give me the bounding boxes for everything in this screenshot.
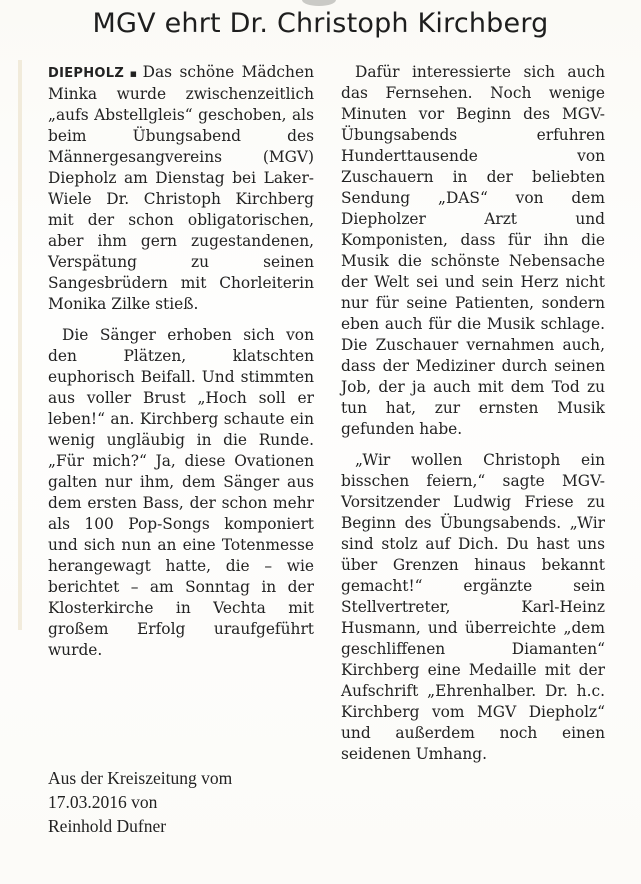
source-line: Aus der Kreiszeitung vom	[48, 768, 233, 788]
source-note	[48, 766, 318, 838]
dateline: DIEPHOLZ	[48, 66, 125, 81]
column-margin-shade	[18, 60, 22, 630]
article-column-left	[48, 62, 314, 661]
article-paragraph: „Wir wollen Christoph ein bisschen feiern,“ sagte MGV-Vorsitzender Ludwig Friese zu Beginn des Übungsabends. „Wir sind stolz auf Dich. Du hast uns über Grenzen hinaus bekannt gemacht!“ ergänzte sein Stellvertreter, Karl-Heinz Husmann, und überreichte „dem geschliffenen Diamanten“ Kirchberg eine Medaille mit der Aufschrift „Ehrenhalber. Dr. h.c. Kirchberg vom MGV Diepholz“ und außerdem noch einen seidenen Umhang.	[341, 451, 605, 763]
clipping-edge-mark	[302, 0, 336, 6]
article-paragraph	[48, 62, 314, 315]
dateline-bullet: ▪	[127, 67, 140, 80]
paragraph-text: Das schöne Mädchen Minka wurde zwischenzeitlich „aufs Abstellgleis“ geschoben, als beim Übungsabend des Männergesangvereins (MGV) Diepholz am Dienstag bei Laker-Wiele Dr. Christoph Kirchberg mit der schon obligatorischen, aber ihm gern zugestandenen, Verspätung zu seinen Sangesbrüdern mit Chorleiterin Monika Zilke stieß.	[48, 63, 314, 313]
source-line: 17.03.2016 von	[48, 792, 158, 812]
article-paragraph: Dafür interessierte sich auch das Fernsehen. Noch wenige Minuten vor Beginn des MGV-Übungsabends erfuhren Hunderttausende von Zuschauern in der beliebten Sendung „DAS“ von dem Diepholzer Arzt und Komponisten, dass für ihn die Musik die schönste Nebensache der Welt sei und sein Herz nicht nur für seine Patienten, sondern eben auch für die Musik schlage. Die Zuschauer vernahmen auch, dass der Mediziner durch seinen Job, der ja auch mit dem Tod zu tun hat, zur ernsten Musik gefunden habe.	[341, 63, 605, 438]
article-headline: MGV ehrt Dr. Christoph Kirchberg	[92, 8, 549, 39]
source-line: Reinhold Dufner	[48, 816, 167, 836]
article-paragraph: Die Sänger erhoben sich von den Plätzen, klatschten euphorisch Beifall. Und stimmten aus voller Brust „Hoch soll er leben!“ an. Kirchberg schaute ein wenig ungläubig in die Runde. „Für mich?“ Ja, diese Ovationen galten nur ihm, dem Sänger aus dem ersten Bass, der schon mehr als 100 Pop-Songs komponiert und sich nun an eine Totenmesse herangewagt hatte, die – wie berichtet – am Sonntag in der Klosterkirche in Vechta mit großem Erfolg uraufgeführt wurde.	[48, 326, 314, 659]
article-column-right	[341, 62, 605, 765]
